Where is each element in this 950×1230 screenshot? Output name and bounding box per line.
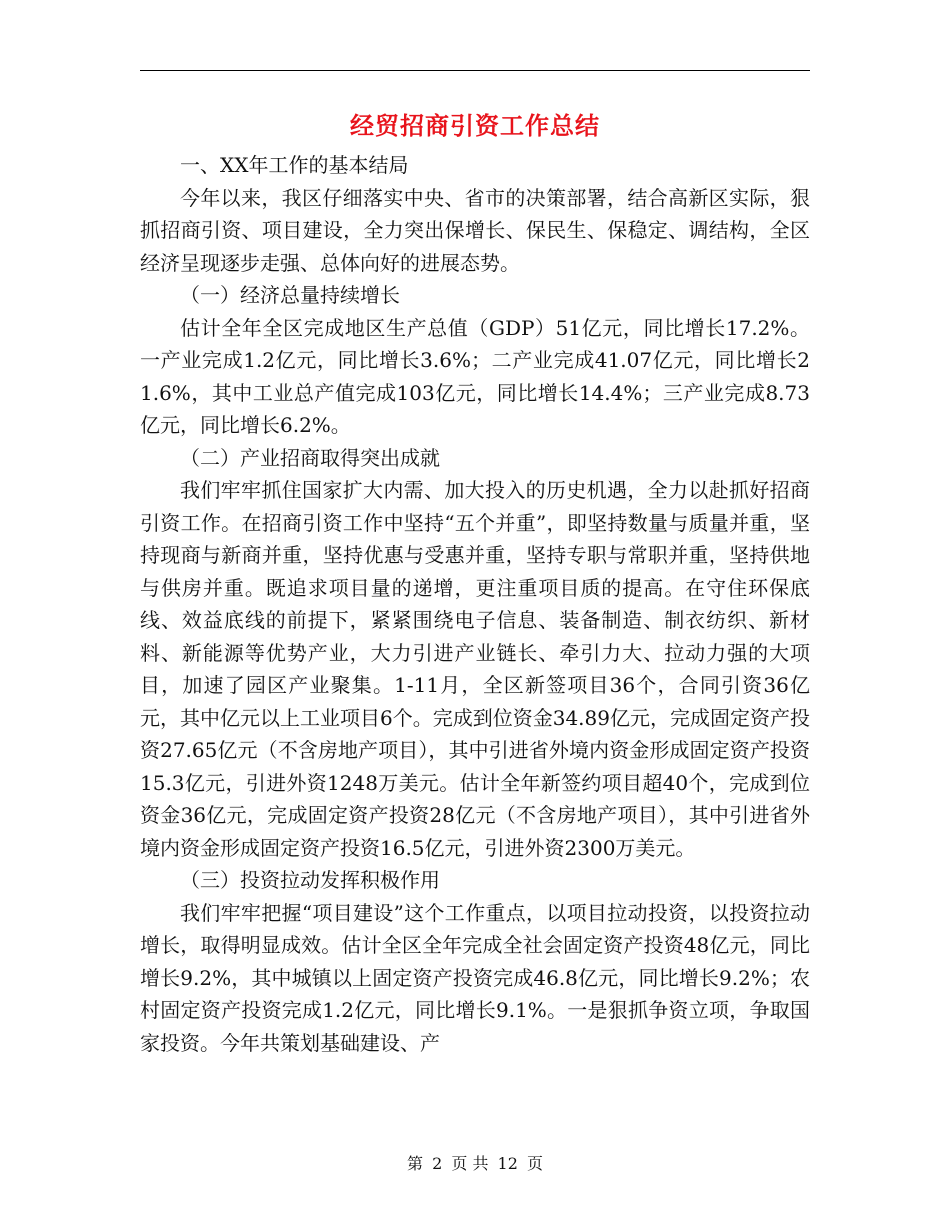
page-label-suffix: 页 [527,1154,544,1173]
document-body [140,149,810,1059]
total-pages-number: 12 [497,1154,518,1173]
header-rule [140,70,810,71]
subsection-heading: （一）经济总量持续增长 [180,283,400,307]
body-paragraph: 我们牢牢抓住国家扩大内需、加大投入的历史机遇，全力以赴抓好招商引资工作。在招商引资工作中坚持“五个并重”，即坚持数量与质量并重，坚持现商与新商并重，坚持优惠与受惠并重，坚持专职与常职并重，坚持供地与供房并重。既追求项目量的递增，更注重项目质的提高。在守住环保底线、效益底线的前提下，紧紧围绕电子信息、装备制造、制衣纺织、新材料、新能源等优势产业，大力引进产业链长、牵引力大、拉动力强的大项目，加速了园区产业聚集。1-11月，全区新签项目36个，合同引资36亿元，其中亿元以上工业项目6个。完成到位资金34.89亿元，完成固定资产投资27.65亿元（不含房地产项目），其中引进省外境内资金形成固定资产投资15.3亿元，引进外资1248万美元。估计全年新签约项目超40个，完成到位资金36亿元，完成固定资产投资28亿元（不含房地产项目），其中引进省外境内资金形成固定资产投资16.5亿元，引进外资2300万美元。 [140,478,810,860]
page-label-middle: 页 共 [451,1154,489,1173]
body-paragraph: 估计全年全区完成地区生产总值（GDP）51亿元，同比增长17.2%。一产业完成1.2亿元，同比增长3.6%；二产业完成41.07亿元，同比增长21.6%，其中工业总产值完成103亿元，同比增长14.4%；三产业完成8.73亿元，同比增长6.2%。 [140,315,810,437]
page-label-prefix: 第 [406,1154,423,1173]
current-page-number: 2 [432,1154,443,1173]
subsection-heading: （二）产业招商取得突出成就 [180,445,440,470]
body-paragraph: 我们牢牢把握“项目建设”这个工作重点，以项目拉动投资，以投资拉动增长，取得明显成效。估计全区全年完成全社会固定资产投资48亿元，同比增长9.2%，其中城镇以上固定资产投资完成46.8亿元，同比增长9.2%；农村固定资产投资完成1.2亿元，同比增长9.1%。一是狠抓争资立项，争取国家投资。今年共策划基础建设、产 [140,900,810,1055]
document-title: 经贸招商引资工作总结 [350,111,600,140]
page-footer [0,1152,950,1176]
subsection-heading: （三）投资拉动发挥积极作用 [180,868,440,892]
body-paragraph: 今年以来，我区仔细落实中央、省市的决策部署，结合高新区实际，狠抓招商引资、项目建设，全力突出保增长、保民生、保稳定、调结构，全区经济呈现逐步走强、总体向好的进展态势。 [140,185,810,275]
section-heading: 一、XX年工作的基本结局 [180,153,409,177]
